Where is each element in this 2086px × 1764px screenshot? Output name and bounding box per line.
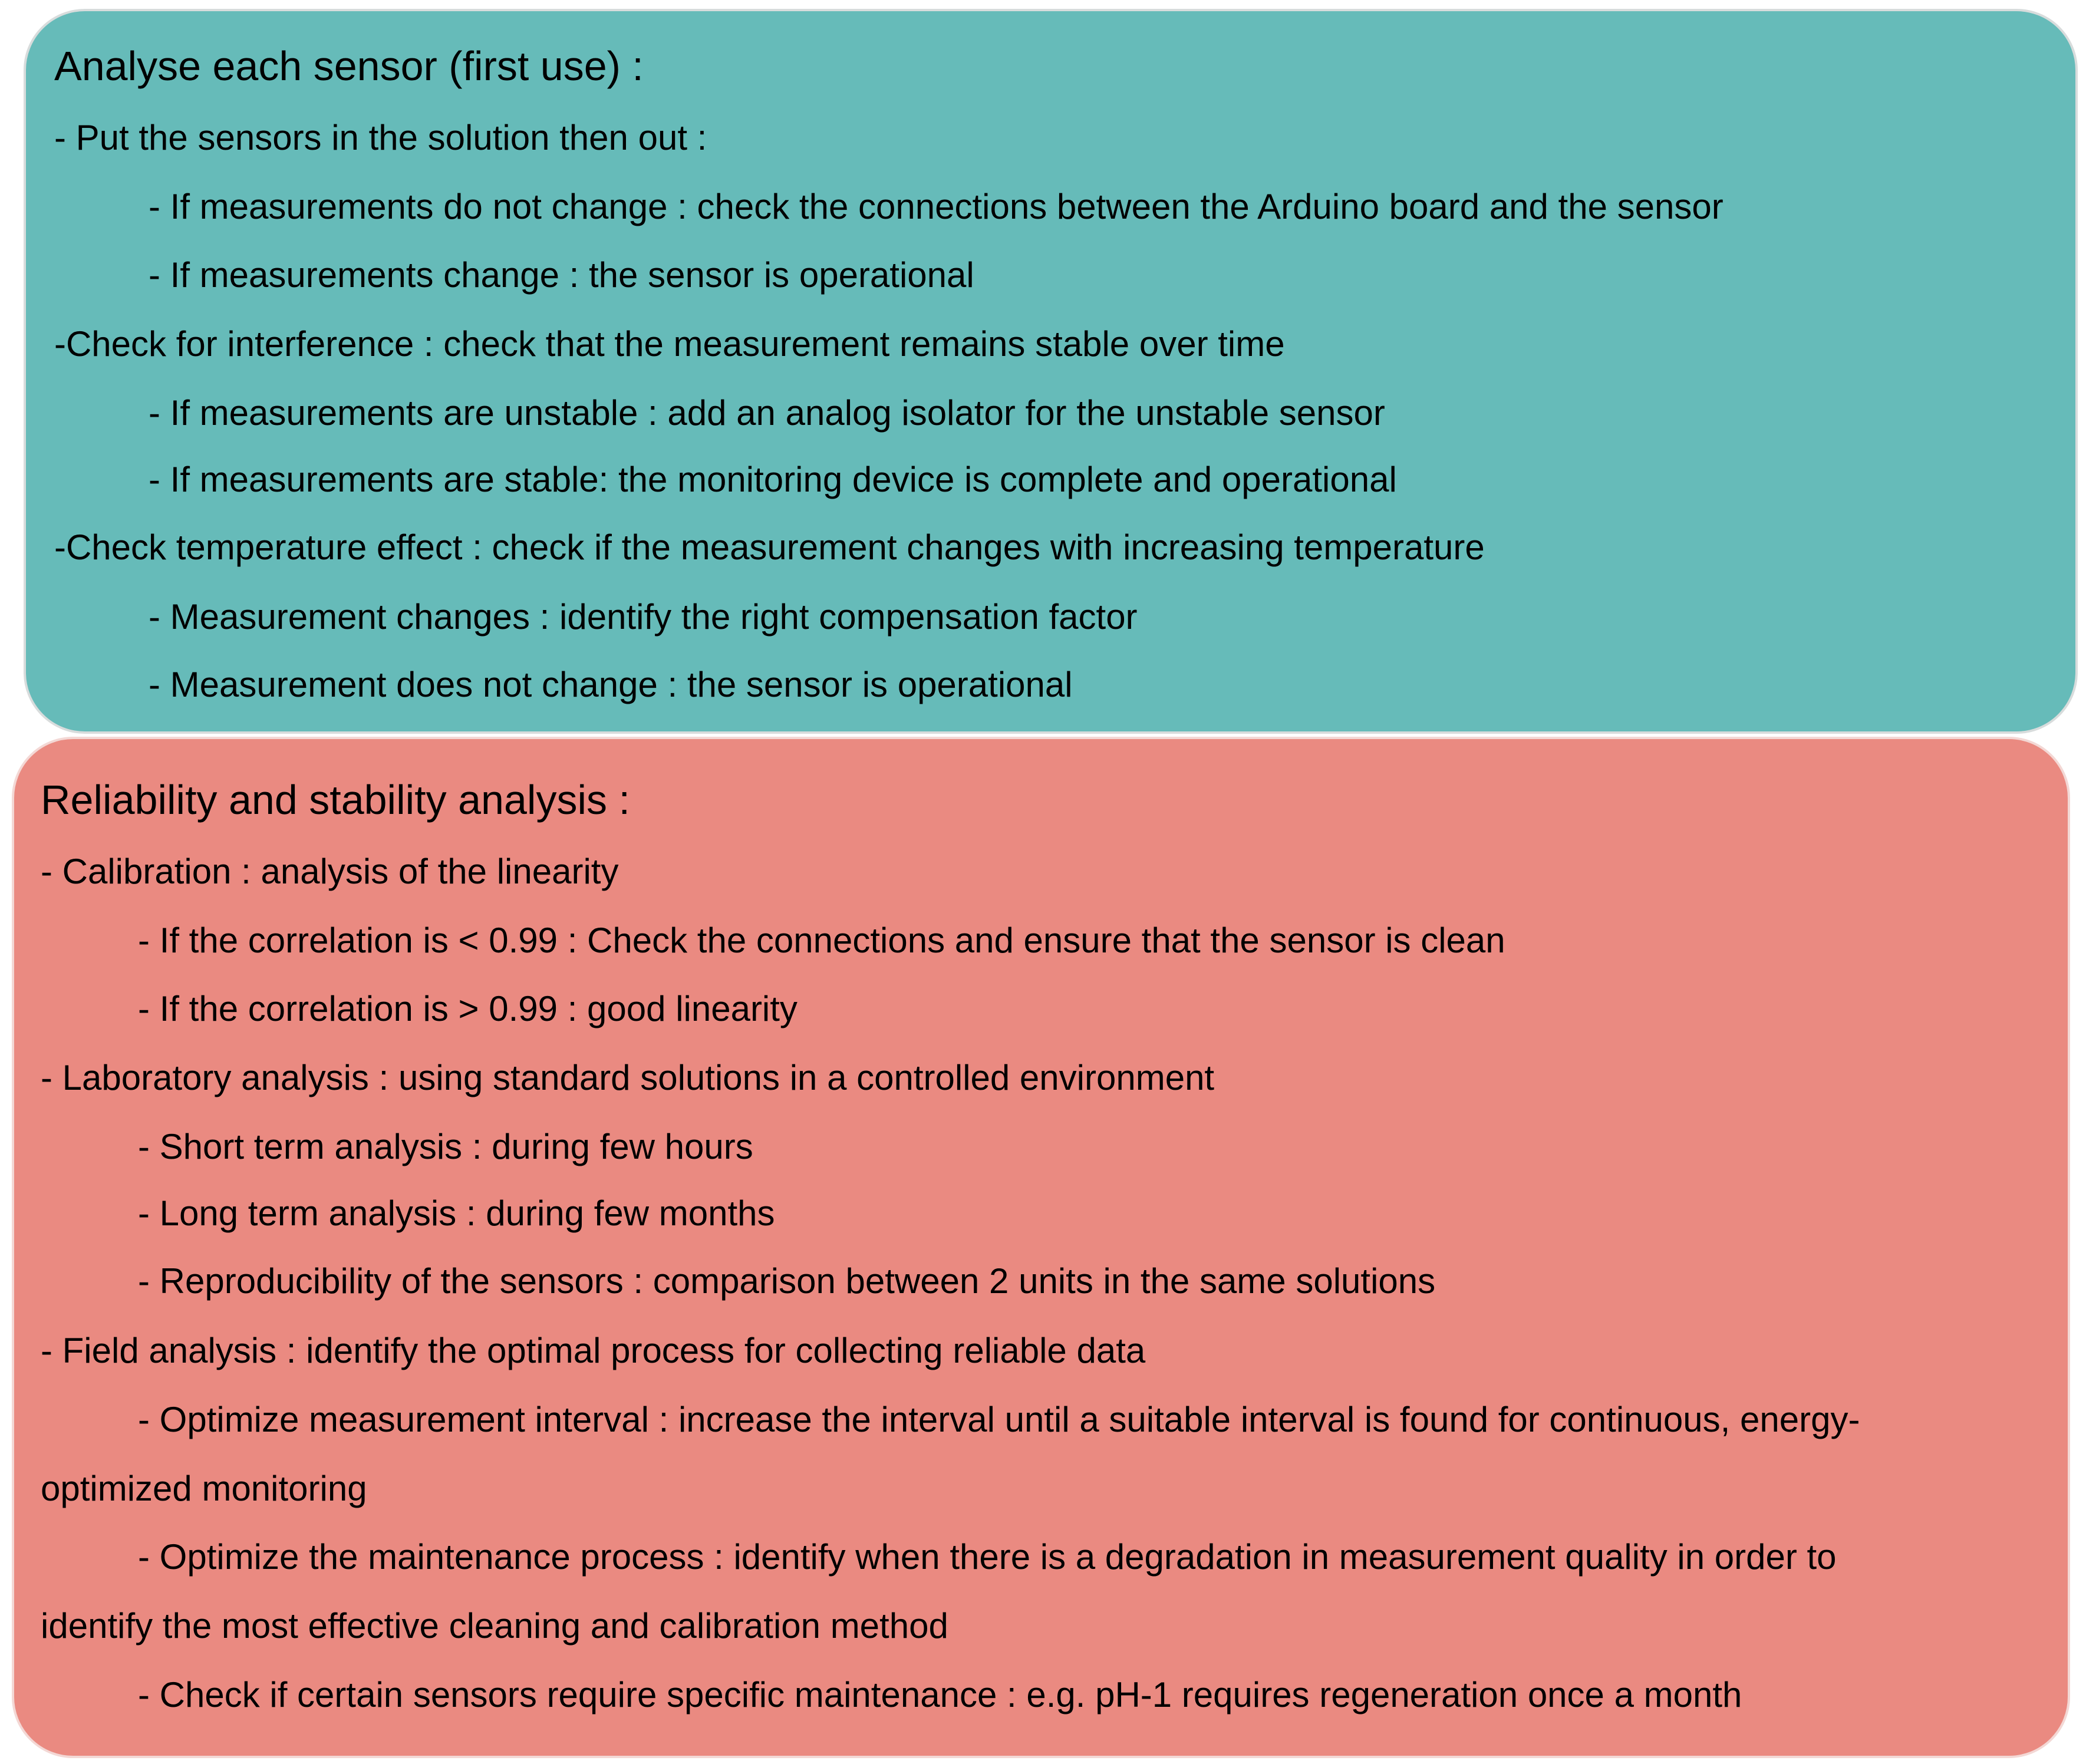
reliability-analysis-line: identify the most effective cleaning and calibration method xyxy=(41,1606,948,1646)
reliability-analysis-line: - Field analysis : identify the optimal process for collecting reliable data xyxy=(41,1331,1146,1370)
sensor-analysis-title: Analyse each sensor (first use) : xyxy=(54,43,644,89)
reliability-analysis-line: - Calibration : analysis of the linearity xyxy=(41,852,619,891)
reliability-analysis-line: - Optimize the maintenance process : identify when there is a degradation in measurement quality in order to xyxy=(138,1537,1837,1577)
sensor-analysis-line: - If measurements are unstable : add an analog isolator for the unstable sensor xyxy=(149,393,1385,433)
reliability-analysis-line: - Laboratory analysis : using standard solutions in a controlled environment xyxy=(41,1058,1215,1097)
reliability-analysis-line: - Short term analysis : during few hours xyxy=(138,1127,753,1166)
reliability-analysis-box xyxy=(12,737,2070,1758)
sensor-analysis-line: - Measurement changes : identify the right compensation factor xyxy=(149,597,1138,637)
sensor-analysis-line: -Check temperature effect : check if the measurement changes with increasing temperature xyxy=(54,527,1485,567)
reliability-analysis-title: Reliability and stability analysis : xyxy=(41,777,630,823)
sensor-analysis-line: - Measurement does not change : the sensor is operational xyxy=(149,665,1073,704)
reliability-analysis-line: - Check if certain sensors require specific maintenance : e.g. pH-1 requires regeneration once a month xyxy=(138,1675,1742,1714)
sensor-analysis-line: - If measurements do not change : check the connections between the Arduino board and the sensor xyxy=(149,187,1723,226)
reliability-analysis-line: - Long term analysis : during few months xyxy=(138,1193,775,1233)
reliability-analysis-line: - If the correlation is > 0.99 : good linearity xyxy=(138,989,798,1028)
sensor-analysis-line: - If measurements change : the sensor is operational xyxy=(149,255,974,295)
reliability-analysis-line: - Reproducibility of the sensors : comparison between 2 units in the same solutions xyxy=(138,1261,1436,1301)
reliability-analysis-line: - Optimize measurement interval : increase the interval until a suitable interval is found for continuous, energy- xyxy=(138,1400,1860,1439)
sensor-analysis-line: - Put the sensors in the solution then out : xyxy=(54,118,707,157)
sensor-analysis-line: -Check for interference : check that the measurement remains stable over time xyxy=(54,324,1285,364)
sensor-analysis-box xyxy=(24,9,2078,734)
reliability-analysis-line: - If the correlation is < 0.99 : Check the connections and ensure that the sensor is clean xyxy=(138,921,1505,960)
reliability-analysis-line: optimized monitoring xyxy=(41,1469,367,1508)
sensor-analysis-line: - If measurements are stable: the monitoring device is complete and operational xyxy=(149,460,1397,499)
